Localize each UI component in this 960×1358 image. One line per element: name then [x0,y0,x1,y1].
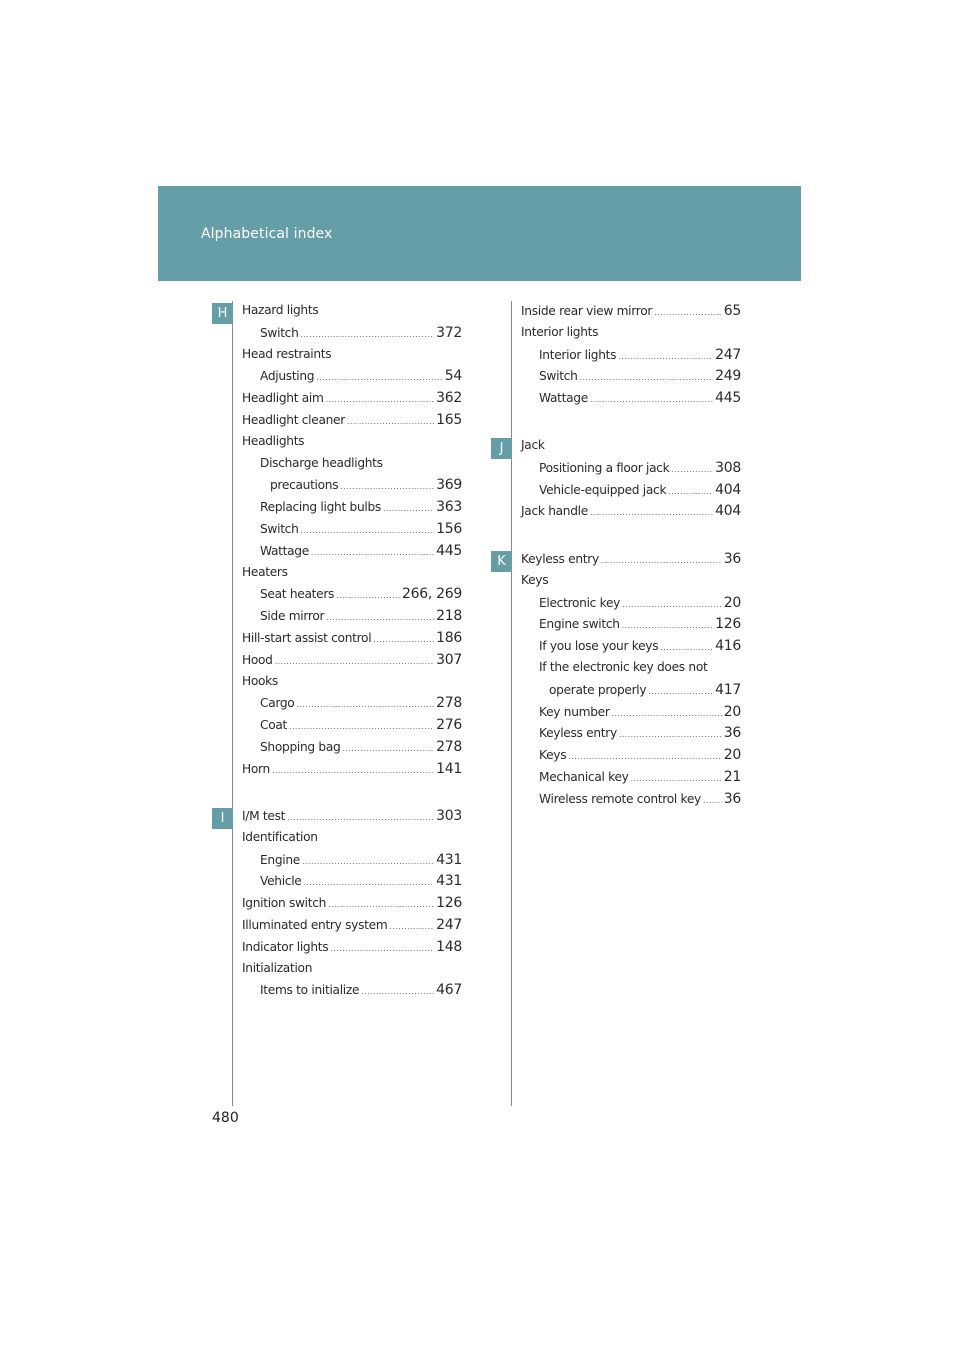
index-entry-page[interactable]: 266, 269 [402,586,462,603]
index-entry-label: operate properly [549,682,647,697]
index-entry-page[interactable]: 65 [723,303,741,319]
index-entry-page[interactable]: 303 [436,808,462,824]
index-entry-label: Items to initialize [260,983,360,998]
index-entry-page[interactable]: 156 [436,520,462,537]
section-tab-j[interactable]: J [491,438,512,459]
index-entry[interactable] [521,551,741,573]
index-entry[interactable] [242,586,462,608]
index-entry-page[interactable]: 276 [436,717,462,734]
index-entry[interactable] [521,747,741,769]
index-entry-page[interactable]: 404 [715,503,741,520]
index-entry-page[interactable]: 218 [436,608,462,625]
index-entry[interactable] [521,595,741,617]
leader-dots [302,857,434,866]
index-entry[interactable] [242,543,462,565]
leader-dots [340,482,434,491]
leader-dots [703,796,722,805]
section-tab-k[interactable]: K [491,551,512,572]
index-entry-label: Cargo [260,696,295,711]
index-entry-label: Initialization [242,960,313,975]
index-entry-page[interactable]: 249 [715,368,741,385]
leader-dots [631,774,722,783]
index-entry[interactable] [521,769,741,791]
index-entry[interactable] [521,638,741,660]
index-entry[interactable] [521,682,741,704]
index-entry[interactable] [242,499,462,521]
index-entry-page[interactable]: 308 [715,459,741,476]
index-entry-page[interactable]: 36 [723,790,741,807]
index-entry-label: If the electronic key does not [539,659,708,674]
index-entry-page[interactable]: 126 [436,895,462,912]
index-entry-label: Illuminated entry system [242,917,388,932]
right-column-k [521,551,741,813]
header-title: Alphabetical index [201,226,333,242]
index-entry-label: Side mirror [260,609,325,624]
index-entry[interactable] [242,652,462,674]
index-entry-page[interactable]: 278 [436,738,462,755]
leader-dots [383,504,434,513]
leader-dots [389,922,434,931]
section-tab-i[interactable]: I [212,808,233,829]
index-entry [521,660,741,682]
index-entry[interactable] [242,895,462,917]
index-entry-page[interactable]: 247 [436,916,462,933]
index-entry-page[interactable]: 21 [723,768,741,785]
index-entry-label: Heaters [242,564,288,579]
index-entry-page[interactable]: 165 [436,411,462,428]
index-entry-page[interactable]: 20 [723,703,741,720]
index-entry[interactable] [242,521,462,543]
index-entry-label: Engine switch [539,617,620,632]
index-entry[interactable] [242,325,462,347]
index-entry [521,573,741,595]
index-entry-page[interactable]: 417 [715,681,741,698]
index-entry-label: Key number [539,704,610,719]
index-entry-label: Replacing light bulbs [260,500,381,515]
index-entry-label: Ignition switch [242,896,327,911]
index-entry-label: Indicator lights [242,939,329,954]
index-entry-label: Seat heaters [260,587,335,602]
index-entry-label: Hill-start assist control [242,630,372,645]
index-entry-label: Coat [260,718,288,733]
index-entry-page[interactable]: 431 [436,851,462,868]
right-column-j [521,438,741,525]
leader-dots [342,744,434,753]
index-entry[interactable] [242,390,462,412]
leader-dots [296,700,434,709]
index-entry[interactable] [521,725,741,747]
index-entry-label: Shopping bag [260,739,341,754]
index-entry-page[interactable]: 445 [715,390,741,407]
index-entry-page[interactable]: 369 [436,477,462,494]
index-entry[interactable] [521,303,741,325]
index-entry-page[interactable]: 20 [723,594,741,611]
index-entry [242,674,462,696]
index-entry[interactable] [242,739,462,761]
leader-dots [287,813,434,822]
center-divider [511,301,512,1106]
index-entry[interactable] [242,630,462,652]
leader-dots [671,465,713,474]
index-entry-page[interactable]: 362 [436,390,462,407]
index-entry-label: Headlight aim [242,391,324,406]
leader-dots [303,878,434,887]
index-entry-label: Vehicle [260,874,302,889]
index-entry[interactable] [242,939,462,961]
index-entry-page[interactable]: 372 [436,324,462,341]
leader-dots [272,766,434,775]
index-entry [521,438,741,460]
leader-dots [301,330,435,339]
index-entry-label: Hood [242,652,273,667]
index-entry[interactable] [521,368,741,390]
left-column-i [242,808,462,1004]
index-entry[interactable] [521,390,741,412]
index-entry-label: Positioning a floor jack [539,460,670,475]
index-entry-page[interactable]: 416 [715,638,741,655]
index-entry-page[interactable]: 186 [436,629,462,646]
index-entry-label: precautions [270,478,339,493]
leader-dots [373,635,434,644]
index-entry-label: Electronic key [539,595,621,610]
index-entry-page[interactable]: 445 [436,542,462,559]
index-entry-page[interactable]: 404 [715,481,741,498]
leader-dots [601,556,722,565]
index-entry-label: Identification [242,829,318,844]
index-entry[interactable] [242,368,462,390]
leader-dots [330,944,434,953]
leader-dots [568,752,722,761]
index-entry-page[interactable]: 54 [444,368,462,385]
index-entry-page[interactable]: 36 [723,725,741,742]
leader-dots [622,600,722,609]
index-entry-page[interactable]: 36 [723,551,741,567]
index-entry [242,830,462,852]
index-entry[interactable] [242,477,462,499]
index-entry-label: Jack [521,438,545,452]
leader-dots [654,308,722,317]
index-entry-label: Mechanical key [539,769,629,784]
index-entry[interactable] [521,482,741,504]
leader-dots [648,687,713,696]
index-entry[interactable] [242,808,462,830]
leader-dots [618,352,713,361]
section-tab-h[interactable]: H [212,303,233,324]
index-entry-page[interactable]: 431 [436,873,462,890]
index-entry-label: Keyless entry [539,726,617,741]
leader-dots [289,722,434,731]
index-entry-label: Keys [521,572,549,587]
index-entry-label: Interior lights [521,324,599,339]
index-entry[interactable] [521,347,741,369]
left-divider [232,301,233,1106]
index-entry[interactable] [242,761,462,783]
index-entry-page[interactable]: 363 [436,499,462,516]
index-entry[interactable] [521,503,741,525]
page-number: 480 [212,1110,239,1126]
index-entry-label: Wireless remote control key [539,791,701,806]
index-entry [242,303,462,325]
leader-dots [328,900,434,909]
index-entry-label: Head restraints [242,346,332,361]
leader-dots [336,591,400,600]
leader-dots [612,709,722,718]
index-entry-label: Headlight cleaner [242,412,345,427]
index-entry-label: Interior lights [539,347,617,362]
leader-dots [275,657,435,666]
index-entry-label: Keys [539,748,567,763]
index-entry-label: Hooks [242,673,278,688]
index-entry [242,434,462,456]
header-band [158,186,801,281]
left-column-h [242,303,462,783]
index-entry[interactable] [521,460,741,482]
leader-dots [347,417,434,426]
index-entry[interactable] [242,695,462,717]
index-entry[interactable] [242,917,462,939]
leader-dots [590,508,713,517]
index-entry[interactable] [242,852,462,874]
index-entry-label: Keyless entry [521,552,599,566]
index-entry[interactable] [521,616,741,638]
leader-dots [326,395,435,404]
index-entry[interactable] [242,412,462,434]
leader-dots [580,373,714,382]
index-entry [242,565,462,587]
index-entry-page[interactable]: 467 [436,982,462,999]
leader-dots [301,526,435,535]
index-entry-label: Vehicle-equipped jack [539,482,667,497]
index-entry-page[interactable]: 141 [436,760,462,777]
index-entry[interactable] [521,704,741,726]
right-column-i [521,303,741,412]
index-entry-page[interactable]: 307 [436,651,462,668]
leader-dots [622,621,714,630]
index-entry-page[interactable]: 126 [715,616,741,633]
index-entry-label: Wattage [260,543,309,558]
leader-dots [311,548,434,557]
leader-dots [619,730,722,739]
index-entry-label: Switch [260,325,299,340]
index-entry-label: Engine [260,852,300,867]
index-entry [242,347,462,369]
index-entry [242,961,462,983]
index-entry-label: Switch [260,521,299,536]
index-entry[interactable] [521,791,741,813]
index-entry-page[interactable]: 148 [436,938,462,955]
index-entry[interactable] [242,982,462,1004]
index-entry-label: If you lose your keys [539,639,659,654]
index-entry-page[interactable]: 20 [723,747,741,764]
leader-dots [326,613,434,622]
index-entry-label: Hazard lights [242,303,319,317]
index-entry-label: Discharge headlights [260,455,383,470]
index-entry-label: Horn [242,761,270,776]
leader-dots [668,487,713,496]
leader-dots [590,395,713,404]
index-entry-label: Wattage [539,391,588,406]
index-entry-label: Headlights [242,433,305,448]
index-entry-label: Jack handle [521,504,588,519]
index-entry-page[interactable]: 278 [436,695,462,712]
leader-dots [316,373,443,382]
index-entry-label: Switch [539,369,578,384]
index-entry[interactable] [242,608,462,630]
index-entry-label: Adjusting [260,369,315,384]
leader-dots [660,643,713,652]
index-entry [521,325,741,347]
index-entry-page[interactable]: 247 [715,346,741,363]
index-entry-label: I/M test [242,809,286,823]
leader-dots [361,987,434,996]
index-entry[interactable] [242,873,462,895]
index-entry [242,456,462,478]
index-entry-label: Inside rear view mirror [521,304,653,318]
index-entry[interactable] [242,717,462,739]
